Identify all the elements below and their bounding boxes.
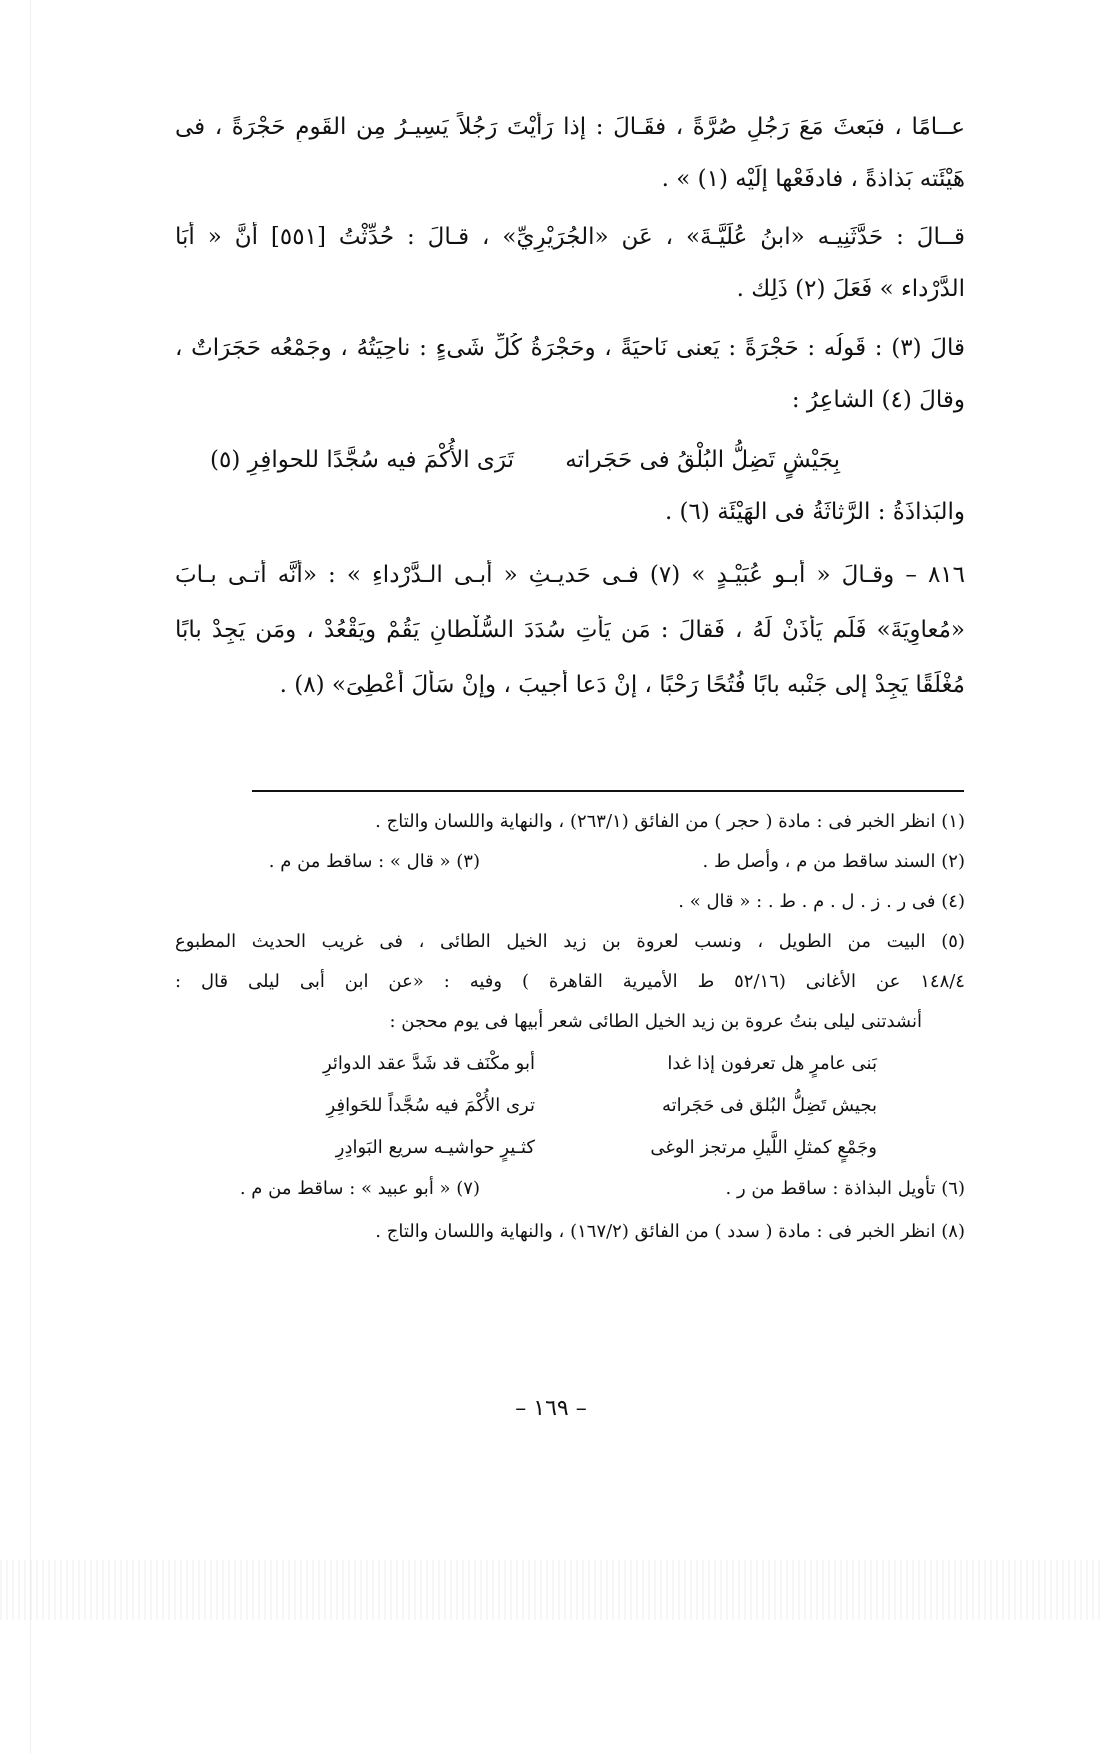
footnote-verse-1-left: أبو مكْنَف قد شَدَّ عقد الدوائرِ (322, 1053, 535, 1074)
footnote-3: (٣) « قال » : ساقط من م . (268, 851, 480, 872)
footnote-verse-3-left: كثـيرٍ حواشيـه سريع البَوادِرِ (335, 1137, 535, 1158)
body-line-after-verse: والبَذاذَةُ : الرَّثاثَةُ فى الهَيْئَة (٦) . (664, 499, 965, 525)
footnote-7: (٧) « أبو عبيد » : ساقط من م . (239, 1178, 480, 1199)
hadith-line-3: مُغْلَقًا يَجِدْ إلى جَنْبه بابًا فُتُحًا رَحْبًا ، إنْ دَعا أُجيبَ ، وإنْ سَأَلَ أُعْطِىَ» (٨) . (279, 672, 965, 698)
footnote-5-line-2: ١٤٨/٤ عن الأغانى (٥٢/١٦ ط الأميرية القاهرة ) وفيه : «عن ابن أبى ليلى قال : (175, 971, 965, 992)
hadith-line-1: ٨١٦ – وقـالَ « أبـو عُبَيْـدٍ » (٧) فـى حَديـثِ « أبـى الـدَّرْداءِ » : «أنَّه أتـى بـابَ (175, 562, 965, 588)
verse-hemistich-right: بِجَيْشٍ تَضِلُّ البُلْقُ فى حَجَراته (565, 447, 840, 473)
scan-edge-line (30, 0, 31, 1754)
footnote-8: (٨) انظر الخبر فى : مادة ( سدد ) من الفائق (١٦٧/٢) ، والنهاية واللسان والتاج . (375, 1221, 965, 1242)
body-line-4: الدَّرْداء » فَعَلَ (٢) ذَلِك . (736, 276, 965, 302)
body-line-2: هَيْئَته بَذاذةً ، فادفَعْها إلَيْه (١) » . (661, 166, 965, 192)
footnote-4: (٤) فى ر . ز . ل . م . ط . : « قال » . (678, 891, 965, 912)
footnote-5-line-1: (٥) البيت من الطويل ، ونسب لعروة بن زيد الخيل الطائى ، فى غريب الحديث المطبوع (175, 931, 965, 952)
body-line-1: عــامًا ، فبَعثَ مَعَ رَجُلٍ صُرَّةً ، فقَـالَ : إذا رَأَيْتَ رَجُلاً يَسِيـرُ مِن القَومِ حَجْرَةً ، فى (175, 114, 965, 140)
footnote-5-line-3: أنشدتنى ليلى بنتُ عروة بن زيد الخيل الطائى شعر أبيها فى يوم محجن : (389, 1011, 922, 1032)
footnote-verse-2-right: بجيش تَضِلُّ البُلق فى حَجَراته (662, 1095, 877, 1116)
scan-artifact (0, 1560, 1102, 1620)
footnote-6: (٦) تأويل البذاذة : ساقط من ر . (725, 1178, 965, 1199)
footnote-verse-3-right: وجَمْعٍ كمثلِ اللَّيلِ مرتجز الوغى (650, 1137, 877, 1158)
footnote-verse-1-right: بَنى عامرٍ هل تعرفون إذا غدا (667, 1053, 877, 1074)
footnote-verse-2-left: ترى الأُكْمَ فيه سُجَّداً للحَوافِرِ (326, 1095, 535, 1116)
hadith-line-2: «مُعاوِيَةَ» فَلَم يَأذَنْ لَهُ ، فَقالَ : مَن يَأتِ سُدَدَ السُّلْطانِ يَقُمْ ويَقْعُدْ ، ومَن يَجِدْ بابًا (175, 617, 965, 643)
verse-hemistich-left: تَرَى الأُكْمَ فيه سُجَّدًا للحوافِرِ (٥) (210, 447, 515, 473)
page-number: – ١٦٩ – (515, 1396, 587, 1421)
body-line-5: قالَ (٣) : قَولُه : حَجْرَةً : يَعنى نَاحيَةً ، وحَجْرَةُ كُلِّ شَىءٍ : ناحِيَتُهُ ، وجَمْعُه حَجَرَاتٌ ، (175, 335, 965, 361)
footnote-2: (٢) السند ساقط من م ، وأصل ط . (702, 851, 965, 872)
body-line-3: قــالَ : حَدَّثَنِيـه «ابنُ عُلَيَّـةَ» ، عَن «الجُرَيْرِيِّ» ، قـالَ : حُدِّثْتُ [٥٥١] أنَّ « أبَا (175, 224, 965, 250)
body-line-6: وقالَ (٤) الشاعِرُ : (791, 387, 965, 413)
footnote-separator (252, 790, 964, 792)
footnote-1: (١) انظر الخبر فى : مادة ( حجر ) من الفائق (٢٦٣/١) ، والنهاية واللسان والتاج . (375, 811, 965, 832)
